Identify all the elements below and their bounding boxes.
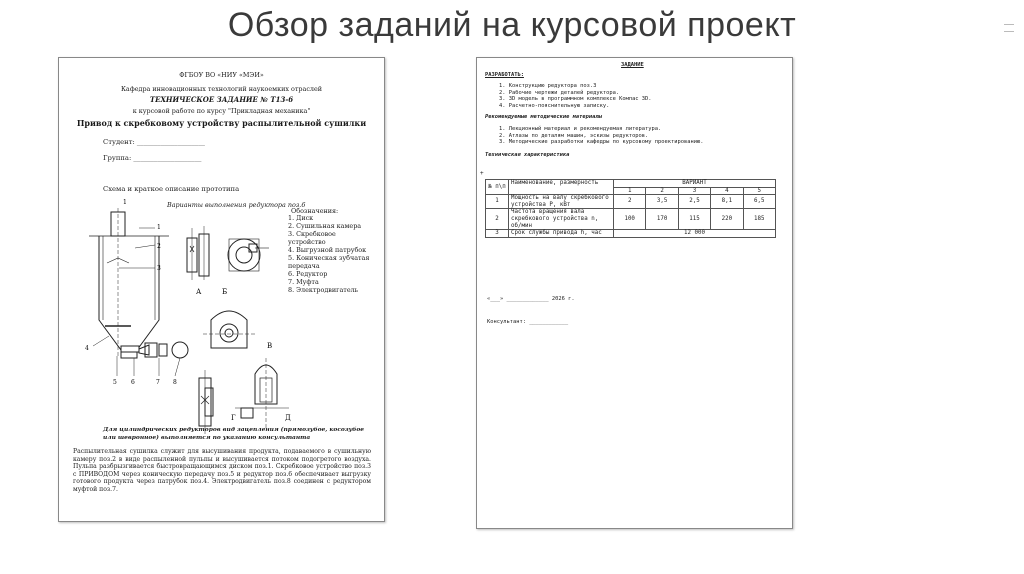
label-6: 6 <box>131 379 135 386</box>
label-1: 1 <box>123 199 127 206</box>
row-value: 3,5 <box>646 195 678 209</box>
project-title: Привод к скребковому устройству распылительной сушилки <box>76 118 367 128</box>
row-value: 2,5 <box>678 195 710 209</box>
col-n-header: № п\п <box>486 180 509 195</box>
develop-label: РАЗРАБОТАТЬ: <box>485 72 524 78</box>
label-1b: 1 <box>157 224 161 231</box>
row-value: 185 <box>743 209 775 230</box>
variant-number: 4 <box>711 187 743 195</box>
variant-number: 3 <box>678 187 710 195</box>
department-name: Кафедра инновационных технологий наукоемких отраслей <box>120 85 322 93</box>
label-3: 3 <box>157 265 161 272</box>
legend-item: 5. Коническая зубчатая <box>288 254 370 262</box>
legend-item: 7. Муфта <box>288 278 319 286</box>
legend-item: устройство <box>288 238 326 246</box>
label-7: 7 <box>156 379 160 386</box>
variant-number: 2 <box>646 187 678 195</box>
label-5: 5 <box>113 379 117 386</box>
table-header-row <box>486 180 776 188</box>
materials-item: 1. Лекционный материал и рекомендуемая литература. <box>499 126 662 132</box>
variants-heading: Варианты выполнения редуктора поз.6 <box>167 201 306 209</box>
row-number: 1 <box>486 195 509 209</box>
row-value: 100 <box>614 209 646 230</box>
legend-item: 8. Электродвигатель <box>288 286 359 294</box>
slide-title: Обзор заданий на курсовой проект <box>227 6 797 44</box>
prototype-description: Распылительная сушилка служит для высушивания продукта, подаваемого в сушильную камеру поз.2 в виде распыленной пульпы и высушивается потоком подогретого воздуха. Пульпа разбрызгивается быстровращающимся диском поз.1. Скребковое устройство поз.3 с ПРИВОДОМ через коническую передачу поз.5 и редуктор поз.6 обеспечивает выгрузку готового продукта через патрубок поз.4. Электродвигатель поз.8 соединен с редуктором муфтой поз.7. <box>73 448 371 493</box>
row-name: Срок службы привода h, час <box>509 230 614 238</box>
row-value: 220 <box>711 209 743 230</box>
course-name: к курсовой работе по курсу "Прикладная механика" <box>132 107 311 115</box>
variant-v-label: В <box>267 342 273 350</box>
org-name: ФГБОУ ВО «НИУ «МЭИ» <box>179 71 264 79</box>
row-value: 115 <box>678 209 710 230</box>
legend-item: 6. Редуктор <box>288 270 328 278</box>
row-value: 170 <box>646 209 678 230</box>
row-value: 2 <box>614 195 646 209</box>
consultant-line: Консультант: ____________ <box>487 319 569 325</box>
legend-item: 4. Выгрузной патрубок <box>288 246 367 254</box>
task-header: ЗАДАНИЕ <box>621 62 644 68</box>
right-assignment-page <box>476 57 793 529</box>
materials-item: 2. Атлазы по деталям машин, эскизы редукторов. <box>499 132 649 139</box>
materials-item: 3. Методические разработки кафедры по курсовому проектированию. <box>499 139 704 145</box>
note-line-1: Для цилиндрических редукторов вид зацепления (прямозубое, косозубое <box>103 426 365 433</box>
col-variant-header: ВАРИАНТ <box>614 180 776 188</box>
note-line-2: или шевронное) выполняется по указанию консультанта <box>103 434 311 441</box>
row-name: Мощность на валу скребкового устройства Р, кВт <box>509 195 614 209</box>
row-value: 8,1 <box>711 195 743 209</box>
group-field: Группа: ____________________ <box>103 154 202 162</box>
row-name: Частота вращения вала скребкового устройства n, об/мин <box>509 209 614 230</box>
tech-label: Техническая характеристика <box>485 152 570 158</box>
develop-item: 2. Рабочие чертежи деталей редуктора. <box>499 89 620 96</box>
table-row <box>486 209 776 230</box>
variant-b-label: Б <box>222 288 228 296</box>
variant-a-label: А <box>196 288 202 296</box>
variant-number: 5 <box>743 187 775 195</box>
legend-item: 2. Сушильная камера <box>288 222 362 230</box>
legend-item: 1. Диск <box>288 214 314 222</box>
table-row <box>486 195 776 209</box>
legend-item: передача <box>288 262 320 270</box>
row-number: 3 <box>486 230 509 238</box>
label-8: 8 <box>173 379 177 386</box>
materials-label: Рекомендуемые методические материалы <box>485 114 602 120</box>
row-value: 6,5 <box>743 195 775 209</box>
col-name-header: Наименование, размерность <box>509 180 614 195</box>
drying-chamber-outline <box>99 236 159 350</box>
row-number: 2 <box>486 209 509 230</box>
student-field: Студент: ____________________ <box>103 138 205 146</box>
date-line: «___» _____________ 2026 г. <box>487 296 575 302</box>
label-2: 2 <box>157 243 161 250</box>
variant-d-label: Д <box>285 414 291 422</box>
motor-circle <box>172 342 188 358</box>
left-assignment-page <box>58 57 385 522</box>
label-4: 4 <box>85 345 89 352</box>
row-merged-value: 12 000 <box>614 230 776 238</box>
table-anchor-icon: + <box>480 170 484 177</box>
variant-g-label: Г <box>231 414 236 422</box>
legend-item: 3. Скребковое <box>288 230 336 238</box>
tech-spec-table <box>485 179 776 238</box>
spec-title: ТЕХНИЧЕСКОЕ ЗАДАНИЕ № Т13-6 <box>149 95 294 104</box>
scheme-heading: Схема и краткое описание прототипа <box>103 185 240 193</box>
develop-item: 3. 3D модель в программном комплексе Компас 3D. <box>499 96 652 102</box>
table-row <box>486 230 776 238</box>
develop-item: 1. Конструкцию редуктора поз.3 <box>499 83 597 89</box>
variant-number: 1 <box>614 187 646 195</box>
slide-corner-mark <box>1004 24 1014 32</box>
legend-heading: Обозначения: <box>291 207 339 215</box>
develop-item: 4. Расчетно-пояснительную записку. <box>499 102 610 109</box>
